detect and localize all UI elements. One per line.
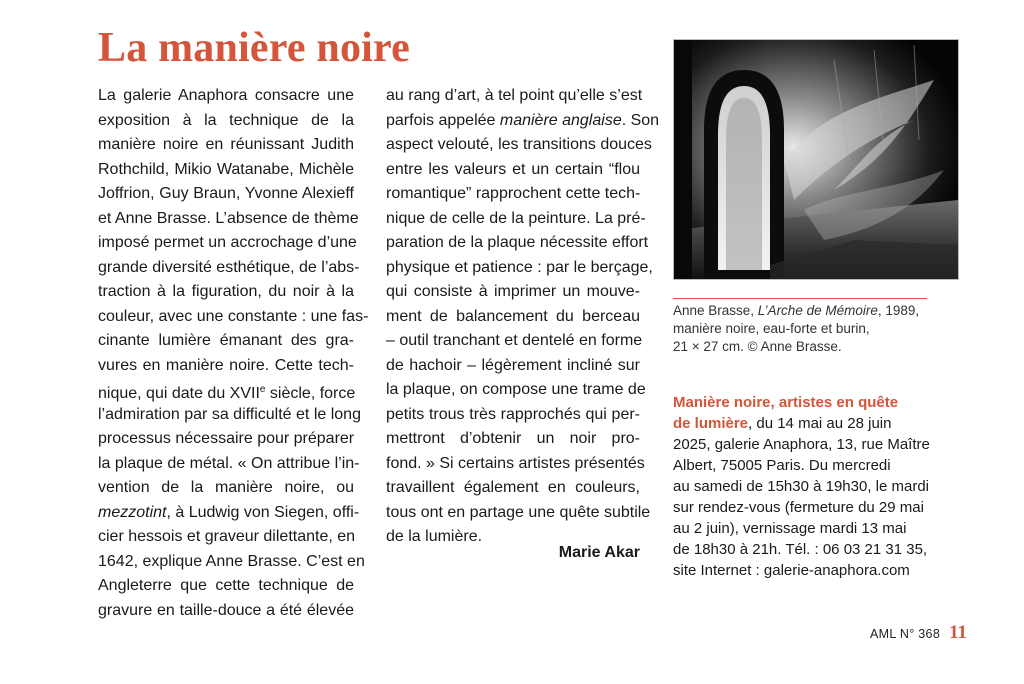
article-column-1 <box>98 84 369 623</box>
text-line: la plaque, on compose une trame de <box>386 381 646 398</box>
text-fragment: parfois appelée <box>386 111 500 129</box>
text-line: paration de la plaque nécessite effort <box>386 234 649 251</box>
info-dates: , du 14 mai au 28 juin <box>748 415 892 432</box>
caption-line: 21 × 27 cm. © Anne Brasse. <box>673 339 842 354</box>
text-line: nique de celle de la peinture. La pré- <box>386 209 646 227</box>
exhibition-title: Manière noire, artistes en quête <box>673 394 899 411</box>
text-line: aspect velouté, les transitions douces <box>386 136 652 153</box>
text-line: cinante lumière émanant des gra- <box>98 332 354 349</box>
text-line: vention de la manière noire, ou <box>98 479 354 496</box>
text-line: tous ont en partage une quête subtile <box>386 503 651 521</box>
text-line <box>98 501 360 526</box>
article-title: La manière noire <box>98 25 410 71</box>
article-author: Marie Akar <box>558 544 640 561</box>
text-fragment: siècle, force <box>265 385 356 402</box>
text-line: petits trous très rapprochés qui per- <box>386 405 640 423</box>
text-line: gravure en taille-douce a été élevée <box>98 601 354 619</box>
exhibition-title-end: de lumière <box>673 415 749 432</box>
text-line: entre les valeurs et un certain “flou <box>386 160 640 178</box>
text-line: grande diversité esthétique, de l’abs- <box>98 258 360 276</box>
magazine-issue: AML N° 368 <box>870 627 941 641</box>
text-line: La galerie Anaphora consacre une <box>98 87 354 104</box>
text-line: Angleterre que cette technique de <box>98 577 354 594</box>
info-line: Albert, 75005 Paris. Du mercredi <box>673 457 891 474</box>
text-line: au rang d’art, à tel point qu’elle s’est <box>386 87 643 104</box>
text-line <box>98 378 354 403</box>
artwork-image <box>673 39 959 280</box>
text-line: romantique” rapprochent cette tech- <box>386 185 641 202</box>
info-line: de 18h30 à 21h. Tél. : 06 03 21 31 35, <box>673 541 928 558</box>
text-line: et Anne Brasse. L’absence de thème <box>98 209 359 227</box>
info-line: au samedi de 15h30 à 19h30, le mardi <box>673 478 930 495</box>
text-line: de la lumière. <box>386 528 483 545</box>
caption-work-title: L’Arche de Mémoire <box>757 303 878 318</box>
text-line: physique et patience : par le berçage, <box>386 258 653 276</box>
text-line: 1642, explique Anne Brasse. C’est en <box>98 552 365 570</box>
info-line: site Internet : galerie-anaphora.com <box>673 562 910 579</box>
page-footer <box>870 622 967 644</box>
figure-caption <box>673 302 933 356</box>
caption-rule <box>673 298 927 299</box>
text-line: ment de balancement du berceau <box>386 307 640 325</box>
info-line <box>673 413 937 434</box>
text-line: couleur, avec une constante : une fas- <box>98 307 369 325</box>
text-line: – outil tranchant et dentelé en forme <box>386 332 643 349</box>
italic-term: manière anglaise <box>499 111 622 129</box>
text-line: manière noire en réunissant Judith <box>98 136 354 153</box>
text-line: vures en manière noire. Cette tech- <box>98 356 354 374</box>
caption-year: , 1989, <box>877 303 920 318</box>
text-fragment: nique, qui date du XVII <box>98 385 260 402</box>
superscript: e <box>259 384 266 395</box>
text-line: imposé permet un accrochage d’une <box>98 234 357 251</box>
text-fragment: . Son <box>621 111 660 129</box>
text-line: cier hessois et graveur dilettante, en <box>98 528 356 545</box>
text-line: Joffrion, Guy Braun, Yvonne Alexieff <box>98 185 354 202</box>
engraving-illustration <box>674 40 958 279</box>
text-line: qui consiste à imprimer un mouve- <box>386 283 640 300</box>
text-line <box>386 109 660 134</box>
info-line: sur rendez-vous (fermeture du 29 mai <box>673 499 924 516</box>
caption-line: manière noire, eau-forte et burin, <box>673 321 870 336</box>
page-number: 11 <box>949 622 968 643</box>
text-line: fond. » Si certains artistes présentés <box>386 454 645 472</box>
info-line: au 2 juin), vernissage mardi 13 mai <box>673 520 907 537</box>
text-line: traction à la figuration, du noir à la <box>98 283 354 300</box>
article-column-2 <box>386 84 660 550</box>
caption-artist: Anne Brasse, <box>673 303 758 318</box>
exhibition-info <box>673 392 937 581</box>
text-line: mettront d’obtenir un noir pro- <box>386 430 640 447</box>
text-line: processus nécessaire pour préparer <box>98 430 355 447</box>
text-line: exposition à la technique de la <box>98 111 354 129</box>
text-line: Rothchild, Mikio Watanabe, Michèle <box>98 160 354 178</box>
text-line: de hachoir – légèrement incliné sur <box>386 356 640 374</box>
caption-line <box>673 302 933 320</box>
text-line: la plaque de métal. « On attribue l’in- <box>98 454 360 472</box>
text-line: l’admiration par sa difficulté et le long <box>98 405 361 423</box>
italic-term: mezzotint <box>98 503 167 521</box>
text-line: travaillent également en couleurs, <box>386 479 640 496</box>
text-fragment: , à Ludwig von Siegen, offi- <box>166 503 360 521</box>
info-line: 2025, galerie Anaphora, 13, rue Maître <box>673 436 930 453</box>
